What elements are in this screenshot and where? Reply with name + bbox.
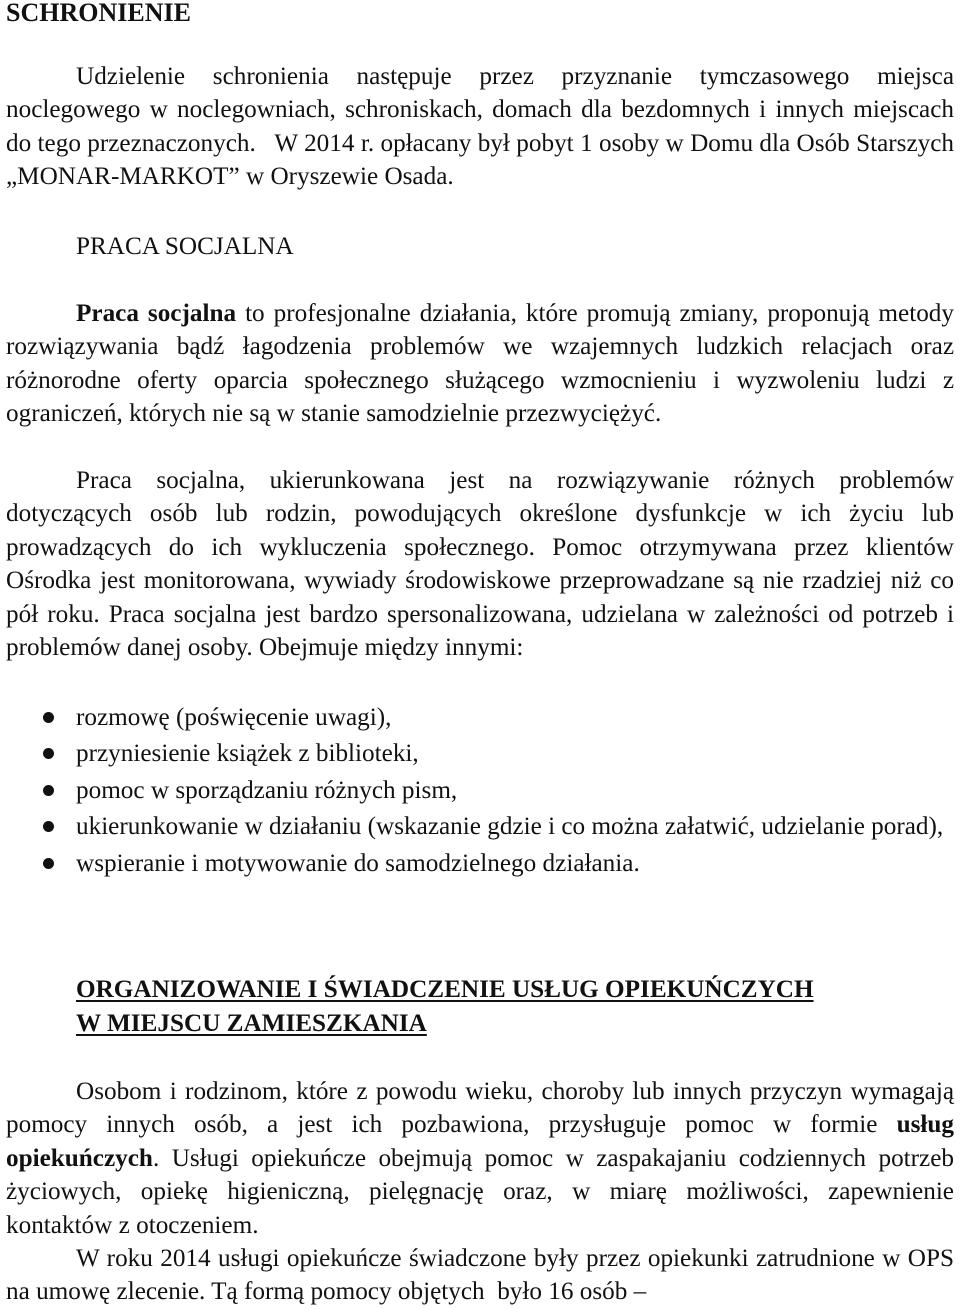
term-praca-socjalna: Praca socjalna: [76, 300, 237, 327]
bullet-list-praca-socjalna: [6, 701, 954, 883]
list-item-text: ukierunkowanie w działaniu (wskazanie gdzie i co można załatwić, udzielanie porad),: [76, 813, 944, 841]
paragraph-text: Osobom i rodzinom, które z powodu wieku, choroby lub innych przyczyn wymagają pomocy innych osób, a jest ich pozbawiona, przysługuje pomoc w formie: [6, 1078, 954, 1139]
heading-line-2: W MIEJSCU ZAMIESZKANIA: [76, 1010, 427, 1037]
list-item-text: wspieranie i motywowanie do samodzielnego działania.: [76, 849, 640, 877]
bullet-icon: [43, 712, 54, 723]
paragraph-schronienie: Udzielenie schronienia następuje przez przyznanie tymczasowego miejsca noclegowego w noclegowniach, schroniskach, domach dla bezdomnych i innych miejscach do tego przeznaczonych. W 2014 r. opłacany był pobyt 1 osoby w Domu dla Osób Starszych „MONAR-MARKOT” w Oryszewie Osada.: [6, 63, 954, 191]
bullet-icon: [43, 858, 54, 869]
paragraph-text: . Usługi opiekuńcze obejmują pomoc w zaspakajaniu codziennych potrzeb życiowych, opiekę higieniczną, pielęgnację oraz, w miarę możliwości, zapewnienie kontaktów z otoczeniem.: [6, 1144, 954, 1239]
list-item: [6, 774, 954, 807]
heading-uslugi-opiekuncze: [76, 973, 956, 1041]
term-uslugi-opiekuncze: usług opiekuńczych: [6, 1111, 954, 1172]
paragraph-praca-socjalna-definition: [6, 297, 954, 431]
bullet-icon: [43, 821, 54, 832]
bullet-icon: [43, 748, 54, 759]
list-item-text: rozmowę (poświęcenie uwagi),: [76, 704, 392, 731]
list-item: [6, 701, 954, 734]
list-item: [6, 737, 954, 770]
paragraph-uslugi-opiekuncze-definition: [6, 1075, 954, 1242]
bullet-icon: [43, 785, 54, 796]
list-item: [6, 847, 954, 880]
list-item-text: przyniesienie książek z biblioteki,: [76, 740, 419, 768]
paragraph-praca-socjalna-scope: Praca socjalna, ukierunkowana jest na rozwiązywanie różnych problemów dotyczących osób lub rodzin, powodujących określone dysfunkcje w ich życiu lub prowadzących do ich wykluczenia społecznego. Pomoc otrzymywana przez klientów Ośrodka jest monitorowana, wywiady środowiskowe przeprowadzane są nie rzadziej niż co pół roku. Praca socjalna jest bardzo spersonalizowana, udzielana w zależności od potrzeb i problemów danej osoby. Obejmuje między innymi:: [6, 467, 954, 662]
heading-line-1: ORGANIZOWANIE I ŚWIADCZENIE USŁUG OPIEKUŃCZYCH: [76, 976, 814, 1003]
list-item-text: pomoc w sporządzaniu różnych pism,: [76, 776, 458, 804]
paragraph-uslugi-opiekuncze-2014: W roku 2014 usługi opiekuńcze świadczone były przez opiekunki zatrudnione w OPS na umowę zlecenie. Tą formą pomocy objętych było 16 osób –: [6, 1245, 954, 1306]
heading-schronienie: SCHRONIENIE: [6, 0, 191, 27]
list-item: [6, 810, 954, 843]
heading-praca-socjalna: PRACA SOCJALNA: [76, 233, 294, 260]
definition-text: to profesjonalne działania, które promują zmiany, proponują metody rozwiązywania bądź łagodzenia problemów we wzajemnych ludzkich relacjach oraz różnorodne oferty oparcia społecznego służącego wzmocnieniu i wyzwoleniu ludzi z ograniczeń, których nie są w stanie samodzielnie przezwyciężyć.: [6, 300, 954, 428]
